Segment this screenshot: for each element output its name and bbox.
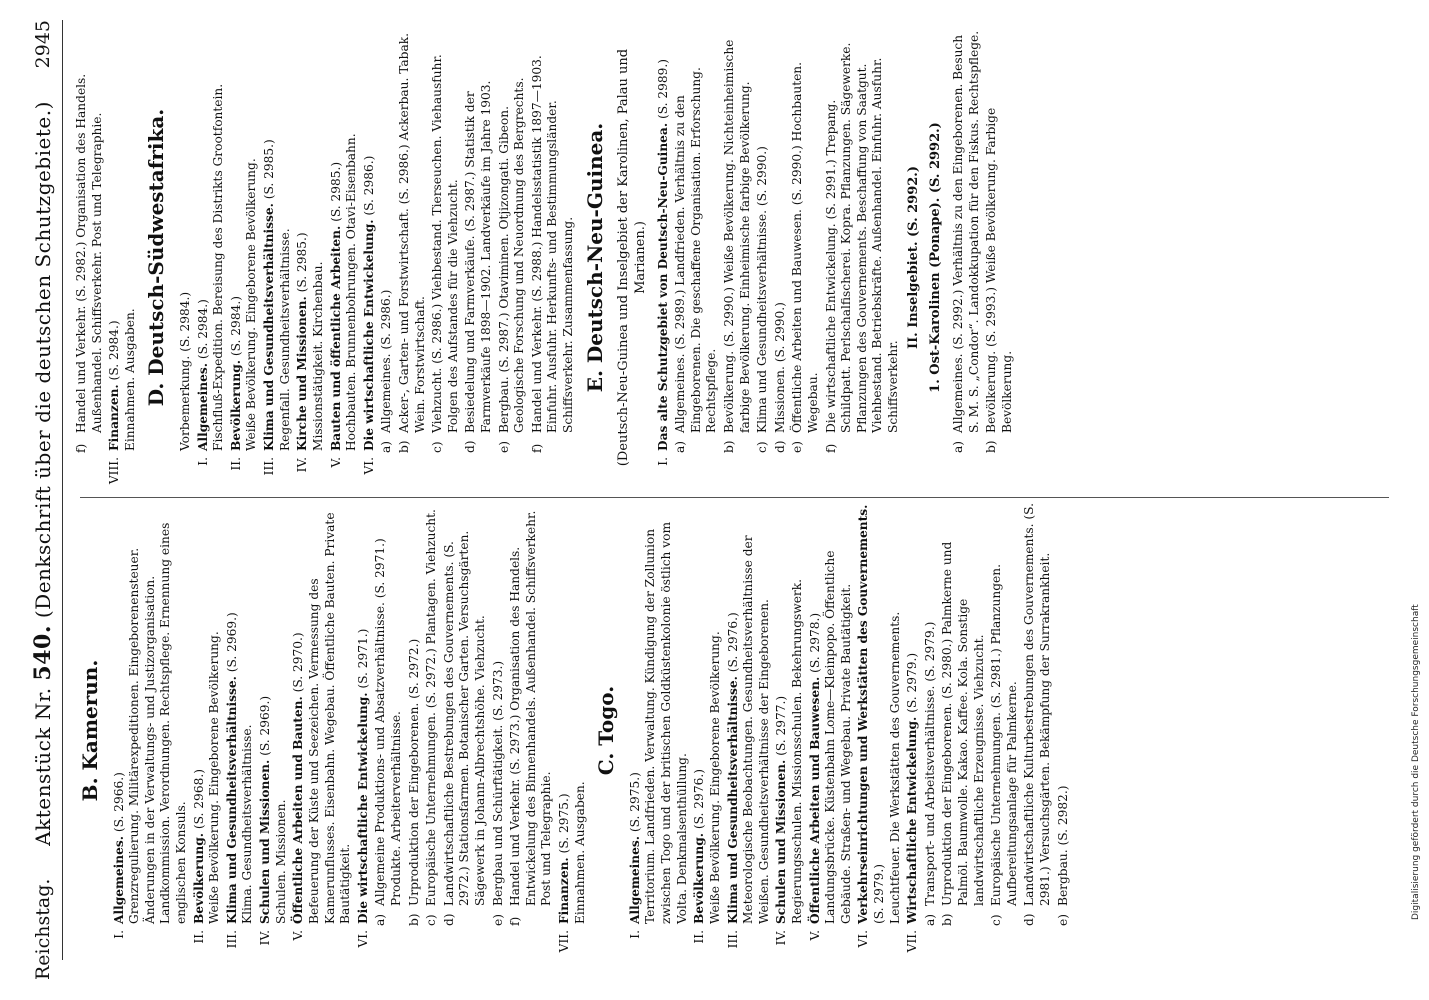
toc-subitem: e) Bergbau. (S. 2987.) Otaviminen. Otjizongati. Gibeon. Geologische Forschung und Neuordnung des Bergrechts. — [496, 77, 527, 453]
column-divider — [80, 497, 1389, 498]
dng-ii-subitems — [951, 30, 1015, 485]
toc-subitem: f) Handel und Verkehr. (S. 2982.) Organisation des Handels. Außenhandel. Schiffsverkehr. Post und Telegraphie. — [74, 73, 104, 453]
togo-viii: VIII. Finanzen. (S. 2984.) Einnahmen. Ausgaben. — [107, 308, 137, 485]
toc-subitem: b) Urproduktion der Eingeborenen. (S. 2980.) Palmkerne und Palmöl. Baumwolle. Kakao. Kaffee. Kola. Sonstige landwirtschaftliche Erzeugnisse. Viehzucht. — [940, 541, 986, 926]
toc-subitem: e) Bergbau. (S. 2982.) — [1055, 785, 1070, 926]
toc-item: V. Öffentliche Arbeiten und Bauwesen. (S. 2978.) Landungsbrücke. Küstenbahn Lome—Kleinpopo. Öffentliche Gebäude. Straßen- und Wegebau. Private Bautätigkeit. — [807, 550, 853, 941]
toc-item: V. Bauten und öffentliche Arbeiten. (S. 2985.) Hochbauten. Brunnenbohrungen. Otavi-Eisenbahn. — [328, 133, 359, 468]
toc-subitem: f) Handel und Verkehr. (S. 2973.) Organisation des Handels. Entwickelung des Binnenhandels. Außenhandel. Schiffsverkehr. Post und Telegraphie. — [508, 510, 554, 926]
toc-item: I. Allgemeines. (S. 2975.) Territorium. Landfrieden. Verwaltung. Kündigung der Zollunion zwischen Togo und der britischen Goldküstenkolonie östlich vom Volta. Denkmalsenthüllung. — [627, 521, 689, 939]
toc-item: IV. Schulen und Missionen. (S. 2969.) Schulen. Missionen. — [258, 695, 288, 946]
kamerun-vii: VII. Finanzen. (S. 2975.) Einnahmen. Ausgaben. — [557, 781, 587, 953]
togo-vii-f — [74, 30, 105, 485]
kamerun-items — [112, 503, 372, 958]
dfg-note: Digitalisierung gefördert durch die Deutsche Forschungsgemeinschaft — [1411, 604, 1421, 920]
section-title-kamerun: B. Kamerun. — [78, 659, 102, 802]
kamerun-vi-subitems — [373, 503, 555, 958]
dng-subtitle: (Deutsch-Neu-Guinea und Inselgebiet der Karolinen, Palau und Marianen.) — [616, 48, 648, 467]
dng-ii-1-title: 1. Ost-Karolinen (Ponape). (S. 2992.) — [928, 122, 944, 393]
toc-subitem: c) Viehzucht. (S. 2986.) Viehbestand. Tierseuchen. Viehausfuhr. Folgen des Aufstandes für die Viehzucht. — [430, 54, 460, 453]
toc-item: VI. Verkehrseinrichtungen und Werkstätten des Gouvernements. (S. 2979.) Leuchtfeuer. Die Werkstätten des Gouvernements. — [856, 504, 902, 948]
togo-items — [628, 503, 921, 958]
page-header — [28, 20, 58, 980]
dswa-vi-subitems — [379, 30, 576, 485]
toc-item: II. Bevölkerung. (S. 2976.) Weiße Bevölkerung. Eingeborene Bevölkerung. — [692, 631, 722, 944]
toc-item: III. Klima und Gesundheitsverhältnisse. (S. 2969.) Klima. Gesundheitsverhältnisse. — [224, 612, 255, 949]
dswa-preface: Vorbemerkung. (S. 2984.) — [178, 291, 193, 451]
toc-subitem: b) Urproduktion der Eingeborenen. (S. 2972.) — [406, 638, 421, 926]
toc-subitem: a) Allgemeine Produktions- und Absatzverhältnisse. (S. 2971.) Produkte. Arbeiterverhältnisse. — [373, 538, 403, 926]
left-column — [72, 503, 1071, 958]
dng-i: I. Das alte Schutzgebiet von Deutsch-Neu-Guinea. (S. 2989.) — [655, 58, 670, 466]
toc-subitem: f) Handel und Verkehr. (S. 2988.) Handelsstatistik 1897—1903. Einfuhr. Ausfuhr. Herkunfts- und Bestimmungsländer. Schiffsverkehr. Zusammenfassung. — [529, 55, 576, 453]
toc-item: II. Bevölkerung. (S. 2968.) Weiße Bevölkerung. Eingeborene Bevölkerung. — [191, 631, 222, 944]
toc-item: VI. Die wirtschaftliche Entwickelung. (S. 2986.) — [361, 155, 376, 475]
page-number: 2945 — [32, 20, 54, 69]
toc-subitem: e) Öffentliche Arbeiten und Bauwesen. (S. 2990.) Hochbauten. Wegebau. — [790, 61, 820, 453]
toc-item: IV. Schulen und Missionen. (S. 2977.) Regierungsschulen. Missionsschulen. Bekehrungswerk. — [774, 578, 804, 946]
toc-subitem: f) Die wirtschaftliche Entwickelung. (S. 2991.) Trepang. Schildpatt. Perlschalfischerei. Kopra. Pflanzungen. Sägewerke. Pflanzungen des Gouvernements. Beschaffung von Saatgut. Viehbestand. Betriebskräfte. Außenhandel. Einfuhr. Ausfuhr. Schiffsverkehr. — [823, 42, 901, 453]
toc-item: IV. Kirche und Missionen. (S. 2985.) Missionstätigkeit. Kirchenbau. — [295, 232, 325, 473]
toc-item: II. Bevölkerung. (S. 2984.) Weiße Bevölkerung. Eingeborene Bevölkerung. — [228, 158, 259, 471]
toc-subitem: a) Allgemeines. (S. 2992.) Verhältnis zu den Eingeborenen. Besuch S. M. S. „Condor“. Landokkupation für den Fiskus. Rechtspflege. — [950, 30, 981, 453]
toc-item: VII. Wirtschaftliche Entwickelung. (S. 2979.) — [905, 652, 920, 953]
toc-subitem: a) Transport- und Arbeitsverhältnisse. (S. 2979.) — [922, 621, 937, 926]
toc-item: III. Klima und Gesundheitsverhältnisse. (S. 2976.) Meteorologische Beobachtungen. Gesundheitsverhältnisse der Weißen. Gesundheitsverhältnisse der Eingeborenen. — [725, 535, 771, 949]
toc-subitem: c) Klima und Gesundheitsverhältnisse. (S. 2990.) — [755, 146, 770, 453]
toc-item: I. Allgemeines. (S. 2966.) Grenzregulierung. Militärexpeditionen. Eingeborenensteuer. Änderungen in der Verwaltungs- und Justizorganisation. Landkommission. Verordnungen. Rechtspflege. Ernennung eines englischen Konsuls. — [111, 522, 189, 939]
header-rule — [62, 20, 63, 960]
toc-subitem: e) Bergbau und Schürftätigkeit. (S. 2973.) — [490, 660, 505, 926]
togo-vii-subitems — [923, 503, 1071, 958]
right-column — [72, 30, 1015, 485]
toc-subitem: d) Landwirtschaftliche Bestrebungen des Gouvernements. (S. 2972.) Stationsfarmen. Botanischer Garten. Versuchsgärten. Sägewerk in Johann-Albrechtshöhe. Viehzucht. — [441, 530, 487, 926]
toc-subitem: c) Europäische Unternehmungen. (S. 2981.) Pflanzungen. Aufbereitungsanlage für Palmkerne. — [989, 564, 1019, 926]
toc-subitem: b) Bevölkerung. (S. 2993.) Weiße Bevölkerung. Farbige Bevölkerung. — [984, 107, 1014, 453]
dng-ii-title: II. Inselgebiet. (S. 2992.) — [905, 166, 921, 349]
toc-subitem: c) Europäische Unternehmungen. (S. 2972.) Plantagen. Viehzucht. — [424, 509, 439, 926]
toc-subitem: b) Acker-, Garten- und Forstwirtschaft. (S. 2986.) Ackerbau. Tabak. Wein. Forstwirtschaft. — [396, 32, 427, 453]
toc-item: I. Allgemeines. (S. 2984.) Fischfluß-Expedition. Bereisung des Distrikts Grootfontein. — [195, 83, 226, 466]
toc-item: VI. Die wirtschaftliche Entwickelung. (S. 2971.) — [355, 628, 370, 948]
dswa-items — [196, 30, 378, 485]
toc-subitem: d) Landwirtschaftliche Kulturbestrebungen des Gouvernements. (S. 2981.) Versuchsgärten. Bekämpfung der Surrakrankheit. — [1022, 503, 1053, 926]
section-title-togo: C. Togo. — [594, 685, 619, 776]
toc-item: V. Öffentliche Arbeiten und Bauten. (S. 2970.) Befeuerung der Küste und Seezeichen. Vermessung des Kamerunflusses. Eisenbahn. Wegebau. Öffentliche Bauten. Private Bautätigkeit. — [291, 512, 353, 941]
dng-i-subitems — [673, 30, 902, 485]
header-left: Reichstag. — [32, 878, 54, 980]
toc-subitem: a) Allgemeines. (S. 2986.) — [379, 289, 394, 453]
header-center: Aktenstück Nr. 540. (Denkschrift über die deutschen Schutzgebiete.) — [30, 101, 56, 846]
toc-subitem: d) Missionen. (S. 2990.) — [772, 302, 787, 453]
toc-subitem: a) Allgemeines. (S. 2989.) Landfrieden. Verhältnis zu den Eingeborenen. Die geschaffene Organisation. Erforschung. Rechtspflege. — [673, 67, 719, 453]
section-title-dng: E. Deutsch-Neu-Guinea. — [582, 122, 607, 393]
section-title-dswa: D. Deutsch-Südwestafrika. — [144, 108, 169, 407]
toc-subitem: b) Bevölkerung. (S. 2990.) Weiße Bevölkerung. Nichteinheimische farbige Bevölkerung. Einheimische farbige Bevölkerung. — [721, 39, 752, 453]
toc-item: III. Klima und Gesundheitsverhältnisse. (S. 2985.) Regenfall. Gesundheitsverhältnisse. — [262, 139, 292, 476]
toc-subitem: d) Besiedelung und Farmverkäufe. (S. 2987.) Statistik der Farmverkäufe 1898—1902. Landverkäufe im Jahre 1903. — [463, 80, 493, 453]
